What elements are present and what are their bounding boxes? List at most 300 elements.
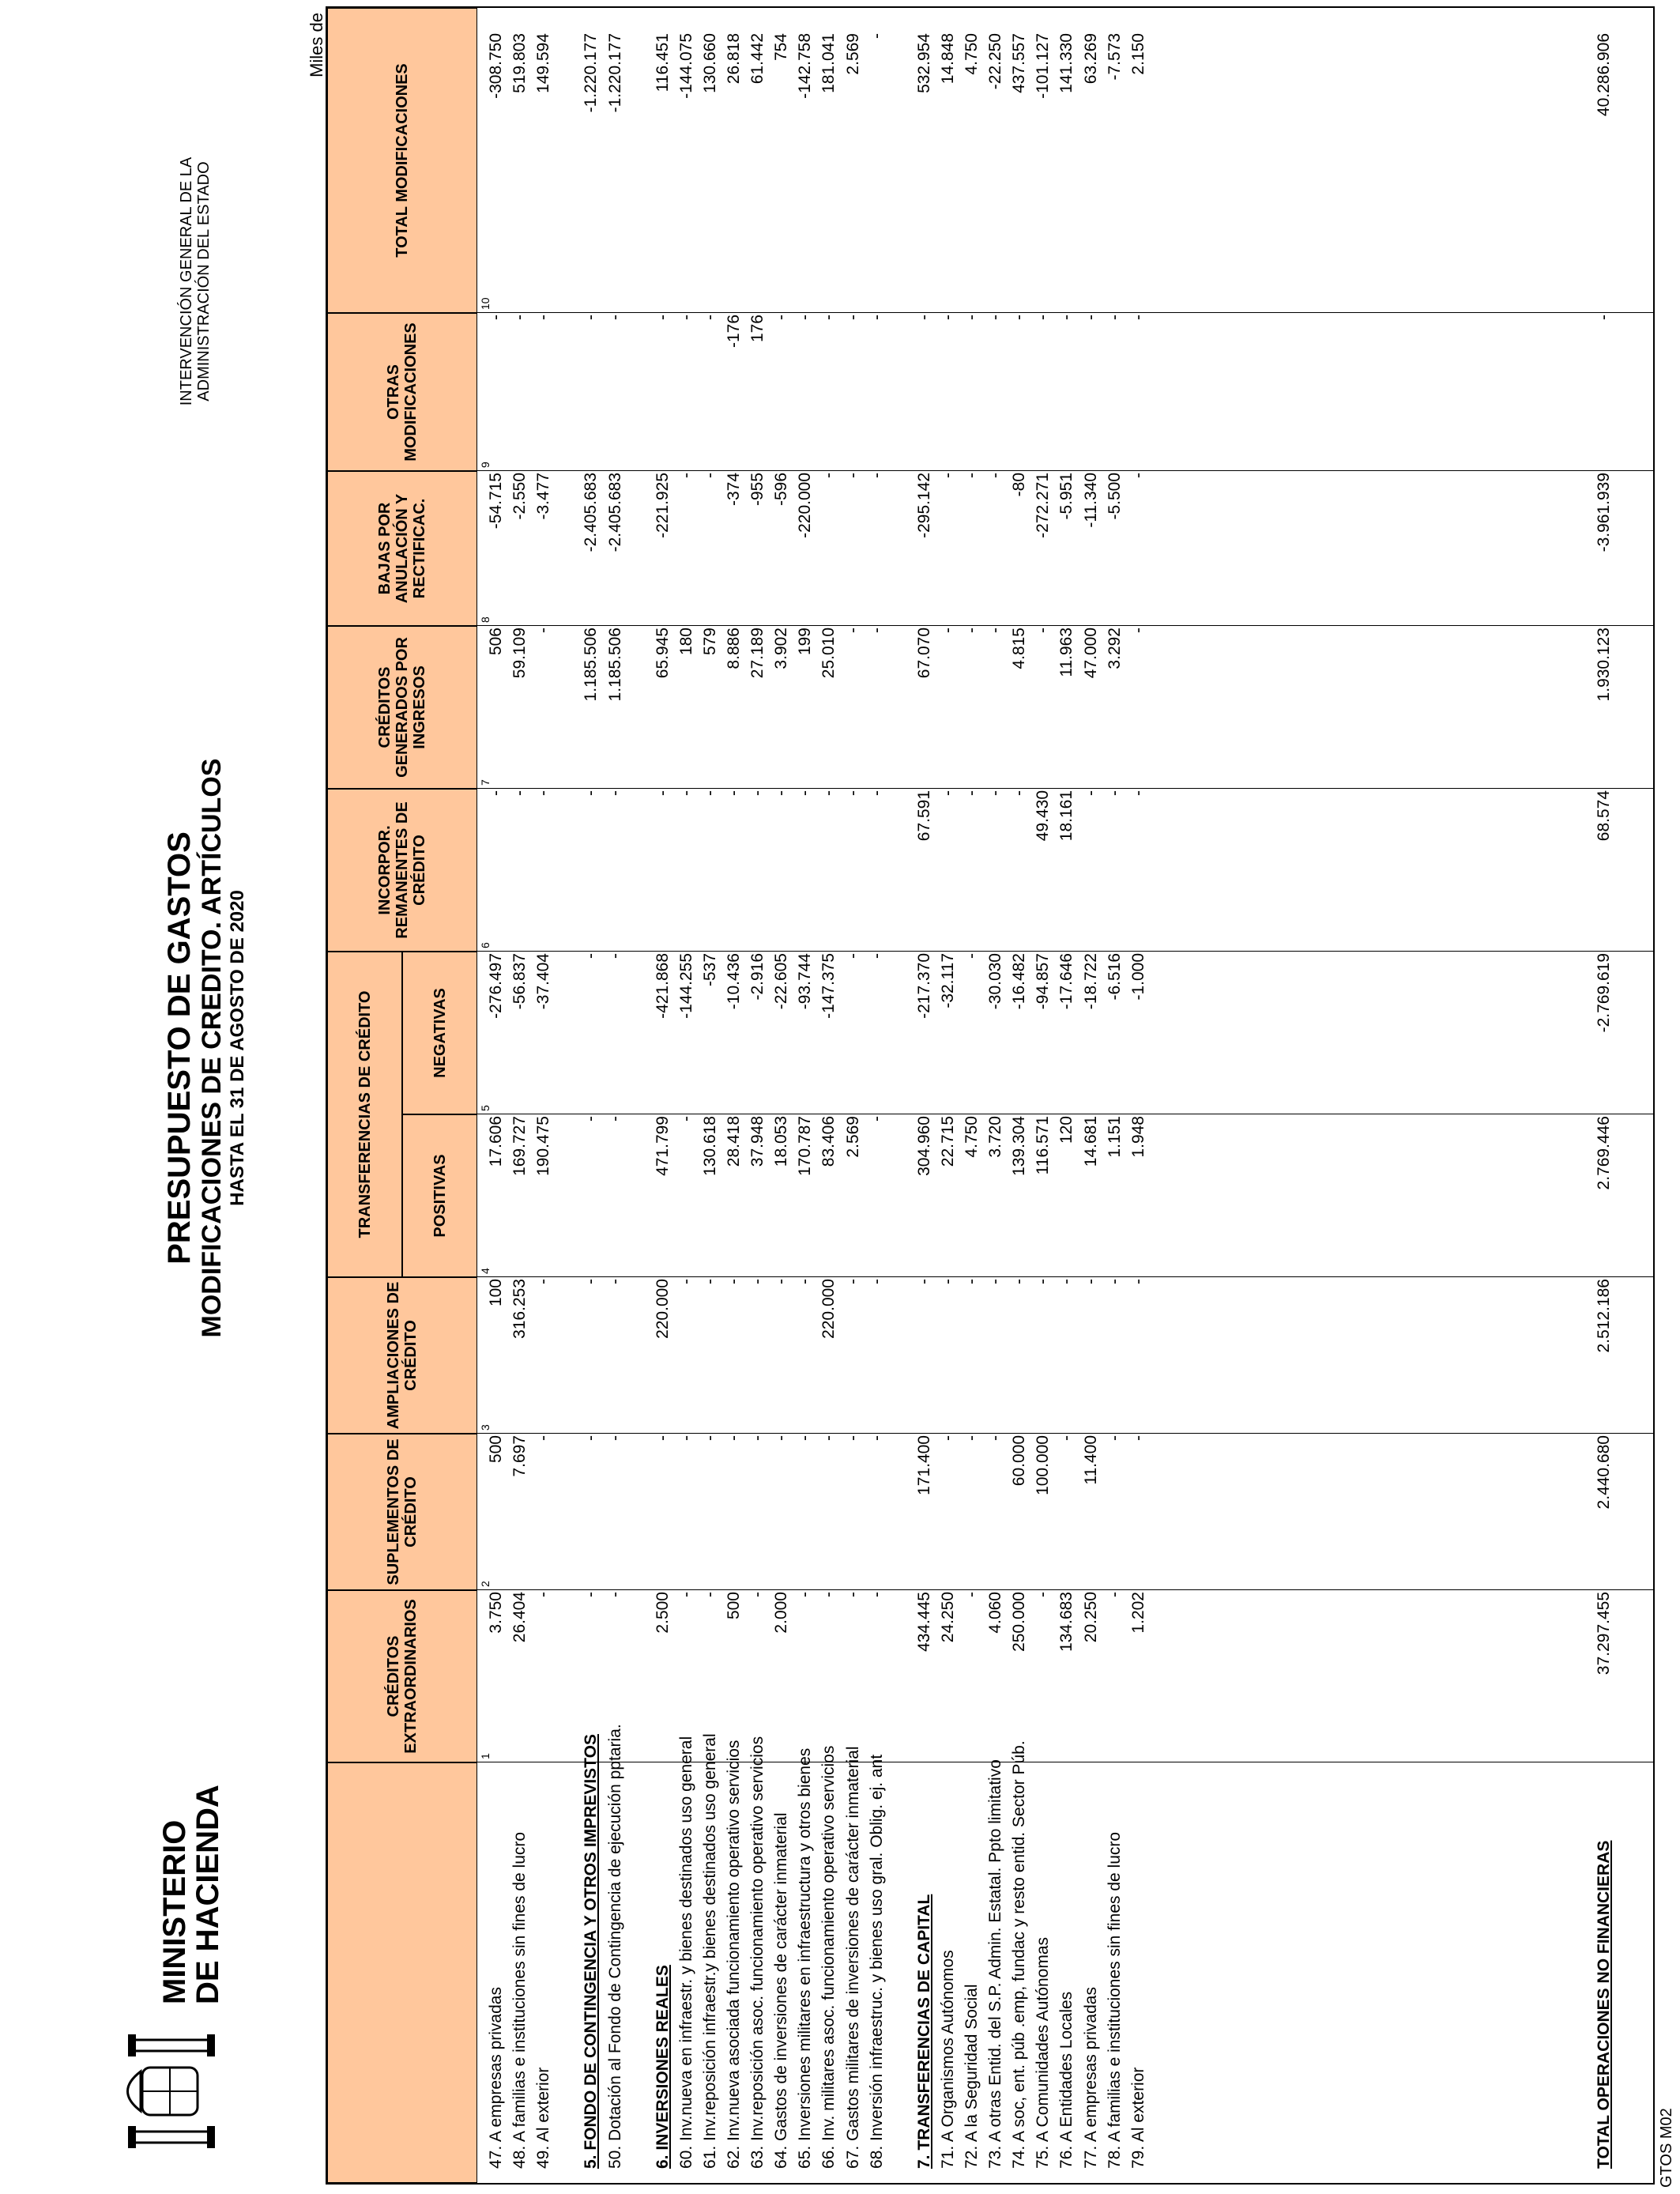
cell-value: 190.475 <box>534 1116 552 1176</box>
cell-value: - <box>1057 1435 1075 1441</box>
cell-value: 1.151 <box>1106 1116 1124 1158</box>
cell-value: -217.370 <box>915 953 933 1019</box>
cell-value: - <box>772 315 790 320</box>
report-title <box>162 692 249 1404</box>
table-row <box>913 8 936 2183</box>
cell-value: 1.202 <box>1129 1592 1147 1634</box>
cell-value: - <box>1082 790 1100 796</box>
cell-value: - <box>962 1592 981 1597</box>
cell-value: 3.902 <box>772 628 790 669</box>
cell-value: - <box>725 1435 743 1441</box>
row-label: 62. Inv.nueva asociada funcionamiento operativo servicios <box>725 1740 743 2169</box>
cell-value: 47.000 <box>1082 628 1100 679</box>
cell-value: -37.404 <box>534 953 552 1010</box>
header-positivas: POSITIVAS <box>402 1114 477 1277</box>
cell-value: -596 <box>772 473 790 507</box>
cell-value: - <box>534 1279 552 1284</box>
cell-value: 2.569 <box>844 33 862 75</box>
cell-value: - <box>582 315 600 320</box>
cell-value: - <box>844 790 862 796</box>
column-number: 9 <box>479 462 492 468</box>
cell-value: - <box>606 315 624 320</box>
cell-value: - <box>1082 315 1100 320</box>
table-row <box>818 8 840 2183</box>
cell-value: - <box>1010 1279 1028 1284</box>
row-label: 47. A empresas privadas <box>487 1987 505 2169</box>
ministry-line-1: MINISTERIO <box>157 1819 192 2004</box>
cell-value: - <box>1082 1279 1100 1284</box>
cell-value: -221.925 <box>654 473 672 538</box>
cell-value: 1.948 <box>1129 1116 1147 1158</box>
cell-value: - <box>1106 1279 1124 1284</box>
cell-value: 65.945 <box>654 628 672 679</box>
cell-value: - <box>487 790 505 796</box>
cell-value: - <box>1034 628 1052 633</box>
cell-value: -11.340 <box>1082 473 1100 528</box>
table-row <box>628 8 650 2183</box>
cell-value: 14.681 <box>1082 1116 1100 1167</box>
cell-value: 134.683 <box>1057 1592 1075 1652</box>
column-number: 7 <box>479 779 492 786</box>
table-row <box>1056 8 1078 2183</box>
cell-value: - <box>534 628 552 633</box>
cell-value: - <box>677 315 695 320</box>
cell-value: -17.646 <box>1057 953 1075 1010</box>
cell-value: 316.253 <box>510 1279 529 1339</box>
table-row <box>509 8 531 2183</box>
cell-value: - <box>868 1592 886 1597</box>
cell-value: - <box>606 1435 624 1441</box>
cell-value: - <box>772 1435 790 1441</box>
cell-value: - <box>582 953 600 959</box>
cell-value: - <box>510 315 529 320</box>
cell-value: - <box>986 628 1004 633</box>
cell-value: -80 <box>1010 473 1028 497</box>
units-label: Miles de <box>307 13 326 77</box>
cell-value: - <box>582 790 600 796</box>
cell-value: - <box>701 1592 719 1597</box>
header-bajas-anulacion: BAJAS POR ANULACIÓN Y RECTIFICAC. <box>327 471 477 626</box>
title-line-2: MODIFICACIONES DE CREDITO. ARTÍCULOS <box>197 758 227 1338</box>
cell-value: -2.405.683 <box>582 473 600 552</box>
table-row <box>1128 8 1150 2183</box>
cell-value: -272.271 <box>1034 473 1052 538</box>
cell-value: - <box>986 1435 1004 1441</box>
cell-value: - <box>606 1116 624 1122</box>
table-row <box>605 8 627 2183</box>
cell-value: - <box>677 473 695 478</box>
cell-value: 26.818 <box>725 33 743 85</box>
cell-value: 754 <box>772 33 790 62</box>
row-label: 7. TRANSFERENCIAS DE CAPITAL <box>915 1894 933 2169</box>
cell-value: - <box>654 315 672 320</box>
row-label: 77. A empresas privadas <box>1082 1987 1100 2169</box>
cell-value: - <box>868 33 886 39</box>
table-row <box>556 8 578 2183</box>
cell-value: -10.436 <box>725 953 743 1010</box>
column-number: 8 <box>479 616 492 623</box>
cell-value: - <box>796 1435 814 1441</box>
cell-value: - <box>534 1592 552 1597</box>
cell-value: -2.916 <box>748 953 767 1001</box>
cell-value: - <box>796 1279 814 1284</box>
table-row <box>485 8 507 2183</box>
cell-value: -1.000 <box>1129 953 1147 1001</box>
cell-value: 220.000 <box>819 1279 838 1339</box>
ministry-name <box>158 1785 224 2004</box>
row-label: 48. A familias e instituciones sin fines de lucro <box>510 1831 529 2169</box>
row-label: 65. Inversiones militares en infraestructura y otros bienes <box>796 1747 814 2169</box>
cell-value: 471.799 <box>654 1116 672 1176</box>
table-row <box>985 8 1007 2183</box>
cell-value: - <box>1129 315 1147 320</box>
table-row <box>723 8 745 2183</box>
cell-value: -537 <box>701 953 719 987</box>
cell-value: - <box>844 1592 862 1597</box>
cell-value: - <box>819 315 838 320</box>
cell-value: - <box>986 1279 1004 1284</box>
cell-value: - <box>868 953 886 959</box>
cell-value: 304.960 <box>915 1116 933 1176</box>
cell-value: - <box>1129 628 1147 633</box>
cell-value: 1.185.506 <box>582 628 600 702</box>
cell-value: 149.594 <box>534 33 552 93</box>
cell-value: 28.418 <box>725 1116 743 1167</box>
row-label: 5. FONDO DE CONTINGENCIA Y OTROS IMPREVISTOS <box>582 1734 600 2169</box>
cell-value: -32.117 <box>939 953 957 1008</box>
total-row <box>1593 8 1615 2183</box>
ministry-line-2: DE HACIENDA <box>190 1785 225 2004</box>
header-creditos-generados: CRÉDITOS GENERADOS POR INGRESOS <box>327 626 477 789</box>
cell-value: - <box>939 628 957 633</box>
cell-value: - <box>677 1592 695 1597</box>
cell-value: -142.758 <box>796 33 814 99</box>
cell-value: - <box>1129 790 1147 796</box>
cell-value: 3.720 <box>986 1116 1004 1158</box>
cell-value: - <box>868 1435 886 1441</box>
cell-value: - <box>701 1435 719 1441</box>
cell-value: - <box>677 1116 695 1122</box>
cell-value: - <box>962 473 981 478</box>
title-line-1: PRESUPUESTO DE GASTOS <box>162 831 197 1265</box>
table-row <box>676 8 698 2183</box>
cell-value: -2.769.619 <box>1595 953 1613 1033</box>
cell-value: - <box>939 1435 957 1441</box>
table-row <box>580 8 602 2183</box>
cell-value: - <box>796 790 814 796</box>
column-number: 3 <box>479 1424 492 1431</box>
cell-value: - <box>748 1279 767 1284</box>
table-row <box>1008 8 1030 2183</box>
cell-value: - <box>819 1435 838 1441</box>
cell-value: -1.220.177 <box>606 33 624 113</box>
cell-value: - <box>844 1279 862 1284</box>
cell-value: 11.400 <box>1082 1435 1100 1485</box>
cell-value: - <box>772 790 790 796</box>
cell-value: - <box>1129 1279 1147 1284</box>
cell-value: 63.269 <box>1082 33 1100 85</box>
table-row <box>866 8 888 2183</box>
cell-value: 59.109 <box>510 628 529 679</box>
header-otras-modificaciones: OTRAS MODIFICACIONES <box>327 313 477 471</box>
cell-value: -56.837 <box>510 953 529 1010</box>
cell-value: 519.803 <box>510 33 529 93</box>
table-row <box>699 8 721 2183</box>
cell-value: - <box>819 473 838 478</box>
cell-value: - <box>796 315 814 320</box>
cell-value: -220.000 <box>796 473 814 538</box>
cell-value: -421.868 <box>654 953 672 1019</box>
cell-value: 60.000 <box>1010 1435 1028 1487</box>
cell-value: - <box>844 953 862 959</box>
cell-value: 49.430 <box>1034 790 1052 842</box>
coat-of-arms-logo <box>111 2020 221 2162</box>
cell-value: - <box>939 790 957 796</box>
cell-value: 4.060 <box>986 1592 1004 1634</box>
cell-value: 27.189 <box>748 628 767 679</box>
cell-value: -144.255 <box>677 953 695 1019</box>
cell-value: 120 <box>1057 1116 1075 1144</box>
cell-value: - <box>1034 1279 1052 1284</box>
cell-value: - <box>606 1279 624 1284</box>
cell-value: - <box>654 1435 672 1441</box>
cell-value: -7.573 <box>1106 33 1124 81</box>
cell-value: 116.451 <box>654 33 672 92</box>
cell-value: -1.220.177 <box>582 33 600 113</box>
cell-value: 2.512.186 <box>1595 1279 1613 1353</box>
cell-value: - <box>939 1279 957 1284</box>
row-label: 79. Al exterior <box>1129 2067 1147 2169</box>
cell-value: 170.787 <box>796 1116 814 1176</box>
cell-value: -6.516 <box>1106 953 1124 1001</box>
cell-value: -16.482 <box>1010 953 1028 1010</box>
header-transferencias-group: TRANSFERENCIAS DE CRÉDITO <box>327 952 402 1277</box>
column-number: 5 <box>479 1105 492 1111</box>
cell-value: - <box>1106 1435 1124 1441</box>
table-row <box>747 8 769 2183</box>
cell-value: -18.722 <box>1082 953 1100 1010</box>
cell-value: 139.304 <box>1010 1116 1028 1176</box>
cell-value: 67.591 <box>915 790 933 842</box>
cell-value: -3.477 <box>534 473 552 520</box>
cell-value: - <box>1106 790 1124 796</box>
cell-value: -2.405.683 <box>606 473 624 552</box>
cell-value: 67.070 <box>915 628 933 679</box>
column-number: 1 <box>479 1753 492 1759</box>
cell-value: - <box>534 790 552 796</box>
cell-value: -147.375 <box>819 953 838 1019</box>
cell-value: 116.571 <box>1034 1116 1052 1175</box>
cell-value: 11.963 <box>1057 628 1075 677</box>
cell-value: - <box>606 953 624 959</box>
header-creditos-extraordinarios: CRÉDITOS EXTRAORDINARIOS <box>327 1590 477 1762</box>
cell-value: - <box>868 315 886 320</box>
cell-value: 7.697 <box>510 1435 529 1477</box>
cell-value: - <box>868 1116 886 1122</box>
cell-value: -101.127 <box>1034 33 1052 99</box>
cell-value: - <box>868 628 886 633</box>
column-number: 10 <box>479 297 492 310</box>
cell-value: 40.286.906 <box>1595 33 1613 117</box>
cell-value: 176 <box>748 315 767 343</box>
cell-value: - <box>701 315 719 320</box>
cell-value: 37.948 <box>748 1116 767 1167</box>
row-label: 71. A Organismos Autónomos <box>939 1950 957 2169</box>
cell-value: - <box>701 790 719 796</box>
cell-value: 437.557 <box>1010 33 1028 93</box>
cell-value: 130.660 <box>701 33 719 93</box>
cell-value: 37.297.455 <box>1595 1592 1613 1676</box>
cell-value: 579 <box>701 628 719 656</box>
cell-value: - <box>1057 315 1075 320</box>
cell-value: - <box>582 1435 600 1441</box>
cell-value: -22.605 <box>772 953 790 1010</box>
cell-value: 2.440.680 <box>1595 1435 1613 1510</box>
cell-value: 24.250 <box>939 1592 957 1643</box>
agency-name <box>178 68 213 495</box>
cell-value: - <box>582 1116 600 1122</box>
cell-value: 14.848 <box>939 33 957 85</box>
cell-value: - <box>748 790 767 796</box>
row-label: 6. INVERSIONES REALES <box>654 1965 672 2169</box>
cell-value: - <box>1595 315 1613 320</box>
table-row <box>1104 8 1126 2183</box>
cell-value: - <box>939 315 957 320</box>
header-total-modificaciones: TOTAL MODIFICACIONES <box>327 8 477 313</box>
cell-value: - <box>1034 315 1052 320</box>
cell-value: -176 <box>725 315 743 349</box>
cell-value: 2.569 <box>844 1116 862 1158</box>
budget-table <box>326 6 1655 2185</box>
cell-value: - <box>748 1592 767 1597</box>
table-row <box>652 8 674 2183</box>
title-line-3: HASTA EL 31 DE AGOSTO DE 2020 <box>227 890 248 1206</box>
cell-value: - <box>1106 1592 1124 1597</box>
cell-value: - <box>725 790 743 796</box>
table-row <box>770 8 793 2183</box>
cell-value: 500 <box>487 1435 505 1464</box>
table-row <box>1080 8 1102 2183</box>
cell-value: 18.161 <box>1057 790 1075 842</box>
cell-value: - <box>868 790 886 796</box>
column-number: 4 <box>479 1268 492 1274</box>
cell-value: -295.142 <box>915 473 933 538</box>
cell-value: - <box>915 315 933 320</box>
cell-value: 68.574 <box>1595 790 1613 842</box>
cell-value: 22.715 <box>939 1116 957 1167</box>
cell-value: -2.550 <box>510 473 529 520</box>
cell-value: 17.606 <box>487 1116 505 1167</box>
row-label: 61. Inv.reposición infraestr.y bienes destinados uso general <box>701 1733 719 2169</box>
cell-value: - <box>939 473 957 478</box>
cell-value: - <box>606 790 624 796</box>
cell-value: 2.500 <box>654 1592 672 1634</box>
cell-value: - <box>701 473 719 478</box>
cell-value: 61.442 <box>748 33 767 85</box>
cell-value: -54.715 <box>487 473 505 530</box>
cell-value: 2.000 <box>772 1592 790 1634</box>
cell-value: -276.497 <box>487 953 505 1019</box>
cell-value: - <box>654 790 672 796</box>
cell-value: -144.075 <box>677 33 695 99</box>
cell-value: 4.750 <box>962 1116 981 1158</box>
cell-value: 434.445 <box>915 1592 933 1652</box>
table-row <box>842 8 864 2183</box>
cell-value: 4.750 <box>962 33 981 75</box>
cell-value: - <box>748 1435 767 1441</box>
row-label: 64. Gastos de inversiones de carácter inmaterial <box>772 1812 790 2169</box>
cell-value: - <box>915 1279 933 1284</box>
cell-value: - <box>677 1435 695 1441</box>
cell-value: - <box>725 1279 743 1284</box>
table-row <box>533 8 555 2183</box>
cell-value: 1.930.123 <box>1595 628 1613 702</box>
cell-value: -94.857 <box>1034 953 1052 1010</box>
row-label: 75. A Comunidades Autónomas <box>1034 1936 1052 2169</box>
cell-value: 2.150 <box>1129 33 1147 75</box>
cell-value: - <box>677 1279 695 1284</box>
cell-value: - <box>819 790 838 796</box>
cell-value: - <box>701 1279 719 1284</box>
column-number: 6 <box>479 942 492 948</box>
row-label: 72. A la Seguridad Social <box>962 1984 981 2169</box>
cell-value: - <box>487 315 505 320</box>
header-incorporacion-remanentes: INCORPOR. REMANENTES DE CRÉDITO <box>327 789 477 952</box>
cell-value: 100 <box>487 1279 505 1307</box>
cell-value: - <box>510 790 529 796</box>
agency-line-1: INTERVENCIÓN GENERAL DE LA <box>178 156 195 406</box>
cell-value: 180 <box>677 628 695 656</box>
cell-value: - <box>1106 315 1124 320</box>
cell-value: - <box>819 1592 838 1597</box>
cell-value: 220.000 <box>654 1279 672 1339</box>
cell-value: -22.250 <box>986 33 1004 90</box>
cell-value: - <box>534 1435 552 1441</box>
cell-value: - <box>844 628 862 633</box>
cell-value: -308.750 <box>487 33 505 99</box>
column-number: 2 <box>479 1581 492 1587</box>
header-ampliaciones: AMPLIACIONES DE CRÉDITO <box>327 1277 477 1434</box>
cell-value: - <box>868 1279 886 1284</box>
cell-value: - <box>582 1279 600 1284</box>
table-row <box>1032 8 1054 2183</box>
cell-value: 83.406 <box>819 1116 838 1167</box>
cell-value: - <box>868 473 886 478</box>
row-label: 60. Inv.nueva en infraestr. y bienes destinados uso general <box>677 1736 695 2169</box>
cell-value: -3.961.939 <box>1595 473 1613 552</box>
header-suplementos: SUPLEMENTOS DE CRÉDITO <box>327 1434 477 1590</box>
cell-value: 532.954 <box>915 33 933 93</box>
cell-value: 169.727 <box>510 1116 529 1176</box>
row-label: 49. Al exterior <box>534 2067 552 2169</box>
cell-value: - <box>844 315 862 320</box>
cell-value: 20.250 <box>1082 1592 1100 1643</box>
cell-value: - <box>606 1592 624 1597</box>
cell-value: - <box>844 1435 862 1441</box>
header-concept-cell <box>327 1762 477 2183</box>
cell-value: - <box>962 628 981 633</box>
cell-value: - <box>986 790 1004 796</box>
cell-value: - <box>1129 473 1147 478</box>
cell-value: - <box>1010 790 1028 796</box>
cell-value: 1.185.506 <box>606 628 624 702</box>
cell-value: 250.000 <box>1010 1592 1028 1652</box>
cell-value: - <box>582 1592 600 1597</box>
row-label: 67. Gastos militares de inversiones de carácter inmaterial <box>844 1746 862 2169</box>
row-label: 66. Inv. militares asoc. funcionamiento operativo servicios <box>819 1745 838 2169</box>
cell-value: 130.618 <box>701 1116 719 1176</box>
row-label: 50. Dotación al Fondo de Contingencia de ejecución pptaria. <box>606 1724 624 2169</box>
